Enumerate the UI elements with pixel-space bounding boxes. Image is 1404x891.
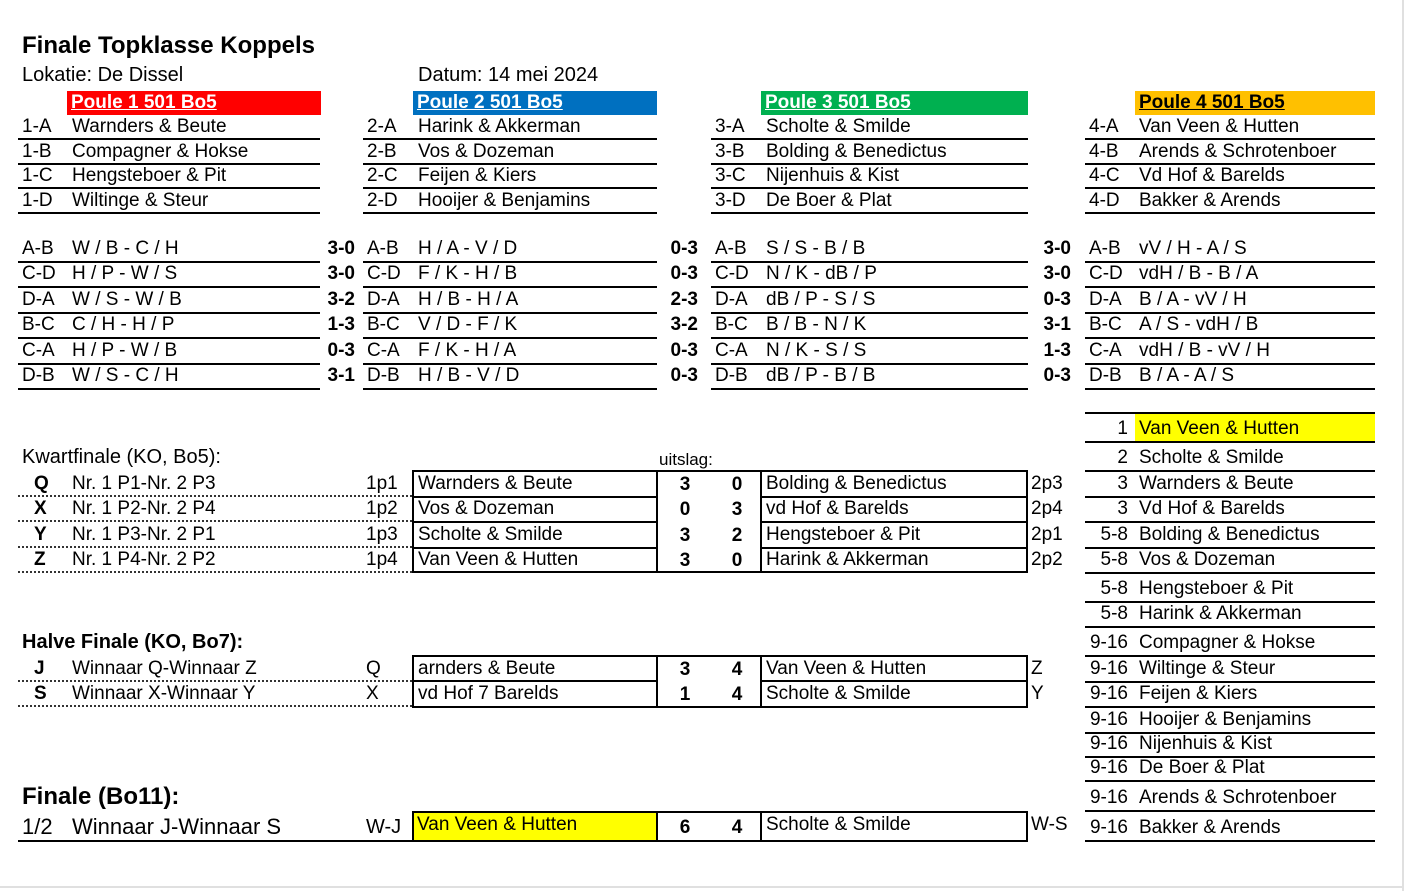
team-code: 1-A — [22, 116, 52, 137]
rank-position: 3 — [1117, 498, 1128, 519]
box-divider — [412, 521, 658, 523]
row-divider — [1085, 286, 1375, 288]
seed-right: Z — [1031, 658, 1043, 679]
team-name: Bolding & Benedictus — [766, 141, 947, 162]
row-divider — [1085, 626, 1375, 628]
match-score: 3-2 — [670, 314, 698, 335]
team-left: Warnders & Beute — [418, 473, 573, 494]
team-name: Feijen & Kiers — [418, 165, 537, 186]
rank-position: 9-16 — [1089, 709, 1128, 730]
team-code: 1-D — [22, 190, 53, 211]
final-description: Winnaar J-Winnaar S — [72, 814, 282, 839]
match-pair: C-D — [367, 263, 401, 284]
result-label: uitslag: — [659, 450, 713, 469]
page-title: Finale Topklasse Koppels — [22, 32, 315, 59]
rank-name: Wiltinge & Steur — [1139, 658, 1276, 679]
team-box-left — [412, 811, 658, 842]
match-score: 3-2 — [327, 289, 355, 310]
team-code: 3-D — [715, 190, 746, 211]
box-divider — [760, 680, 1028, 682]
team-right: vd Hof & Barelds — [766, 498, 909, 519]
score-right: 0 — [731, 474, 743, 495]
match-players: H / B - H / A — [418, 289, 519, 310]
row-divider — [1085, 780, 1375, 782]
score-left: 1 — [679, 684, 691, 705]
row-divider — [1085, 337, 1375, 339]
row-divider — [363, 212, 657, 214]
rank-position: 5-8 — [1100, 549, 1128, 570]
match-description: Nr. 1 P4-Nr. 2 P2 — [72, 549, 216, 570]
team-name: Van Veen & Hutten — [1139, 116, 1300, 137]
score-box — [656, 655, 762, 708]
row-divider — [18, 388, 320, 390]
rank-name: Vos & Dozeman — [1139, 549, 1276, 570]
team-name: Hengsteboer & Pit — [72, 165, 227, 186]
match-pair: D-B — [1089, 365, 1122, 386]
match-pair: D-A — [367, 289, 400, 310]
seed-left: W-J — [366, 816, 402, 838]
match-pair: B-C — [367, 314, 400, 335]
final-score-right: 4 — [731, 817, 743, 838]
quarterfinal-title: Kwartfinale (KO, Bo5): — [22, 446, 221, 468]
match-players: vV / H - A / S — [1139, 238, 1247, 259]
match-score: 0-3 — [670, 365, 698, 386]
match-description: Nr. 1 P1-Nr. 2 P3 — [72, 473, 216, 494]
score-right: 2 — [731, 525, 743, 546]
team-right: Harink & Akkerman — [766, 549, 929, 570]
match-code: Q — [34, 473, 49, 494]
row-divider — [1085, 810, 1375, 812]
rank-name: Hengsteboer & Pit — [1139, 578, 1294, 599]
team-name: De Boer & Plat — [766, 190, 892, 211]
team-code: 3-C — [715, 165, 746, 186]
team-left: vd Hof 7 Barelds — [418, 683, 559, 704]
match-score: 3-0 — [327, 263, 355, 284]
rank-name: Feijen & Kiers — [1139, 683, 1258, 704]
team-name: Nijenhuis & Kist — [766, 165, 900, 186]
score-box — [656, 811, 762, 842]
match-players: dB / P - B / B — [766, 365, 876, 386]
rank-position: 9-16 — [1089, 658, 1128, 679]
match-players: B / A - vV / H — [1139, 289, 1247, 310]
match-pair: A-B — [22, 238, 54, 259]
match-score: 1-3 — [1043, 340, 1071, 361]
team-code: 3-B — [715, 141, 745, 162]
date-label: Datum: 14 mei 2024 — [418, 64, 599, 86]
box-divider — [412, 680, 658, 682]
row-divider — [18, 187, 320, 189]
rank-name: Compagner & Hokse — [1139, 632, 1316, 653]
row-divider — [1085, 840, 1375, 842]
sheet-edge — [0, 886, 1404, 888]
row-divider — [711, 187, 1028, 189]
row-divider — [1085, 441, 1375, 443]
match-pair: D-B — [715, 365, 748, 386]
match-code: Y — [34, 524, 47, 545]
team-right: Bolding & Benedictus — [766, 473, 947, 494]
team-name: Bakker & Arends — [1139, 190, 1281, 211]
rank-position: 9-16 — [1089, 683, 1128, 704]
team-name: Harink & Akkerman — [418, 116, 581, 137]
match-pair: B-C — [715, 314, 748, 335]
rank-name: Arends & Schrotenboer — [1139, 787, 1337, 808]
score-left: 3 — [679, 474, 691, 495]
match-players: A / S - vdH / B — [1139, 314, 1259, 335]
rank-name: Scholte & Smilde — [1139, 447, 1284, 468]
row-divider — [711, 312, 1028, 314]
rank-name: Hooijer & Benjamins — [1139, 709, 1312, 730]
match-score: 3-0 — [327, 238, 355, 259]
team-left: Vos & Dozeman — [418, 498, 555, 519]
row-divider — [363, 337, 657, 339]
score-left: 0 — [679, 499, 691, 520]
rank-position: 2 — [1117, 447, 1128, 468]
team-name: Wiltinge & Steur — [72, 190, 209, 211]
match-description: Winnaar X-Winnaar Y — [72, 683, 256, 704]
row-divider — [1085, 388, 1375, 390]
dotted-divider — [18, 571, 412, 573]
match-pair: C-A — [715, 340, 748, 361]
seed-left: 1p3 — [366, 524, 398, 545]
match-players: vdH / B - vV / H — [1139, 340, 1270, 361]
score-right: 4 — [731, 659, 743, 680]
row-divider — [1085, 212, 1375, 214]
match-players: dB / P - S / S — [766, 289, 876, 310]
match-players: B / A - A / S — [1139, 365, 1235, 386]
match-players: S / S - B / B — [766, 238, 866, 259]
match-players: F / K - H / A — [418, 340, 517, 361]
score-right: 3 — [731, 499, 743, 520]
match-pair: C-A — [367, 340, 400, 361]
row-divider — [363, 187, 657, 189]
row-divider — [363, 388, 657, 390]
team-right: Scholte & Smilde — [766, 683, 911, 704]
match-players: W / B - C / H — [72, 238, 179, 259]
row-divider — [18, 212, 320, 214]
match-pair: D-B — [367, 365, 400, 386]
rank-position: 3 — [1117, 473, 1128, 494]
row-divider — [363, 286, 657, 288]
row-divider — [1085, 521, 1375, 523]
match-players: vdH / B - B / A — [1139, 263, 1259, 284]
match-players: W / S - C / H — [72, 365, 179, 386]
score-right: 4 — [731, 684, 743, 705]
match-players: B / B - N / K — [766, 314, 867, 335]
final-code: 1/2 — [22, 814, 53, 839]
box-divider — [760, 496, 1028, 498]
match-score: 2-3 — [670, 289, 698, 310]
team-code: 3-A — [715, 116, 745, 137]
match-players: N / K - S / S — [766, 340, 867, 361]
team-name: Compagner & Hokse — [72, 141, 249, 162]
match-description: Nr. 1 P3-Nr. 2 P1 — [72, 524, 216, 545]
match-code: J — [34, 658, 45, 679]
seed-left: 1p4 — [366, 549, 398, 570]
match-players: V / D - F / K — [418, 314, 518, 335]
row-divider — [1085, 412, 1375, 414]
team-code: 2-A — [367, 116, 397, 137]
match-players: H / A - V / D — [418, 238, 518, 259]
match-players: N / K - dB / P — [766, 263, 877, 284]
match-pair: C-D — [715, 263, 749, 284]
box-divider — [760, 547, 1028, 549]
team-left: Van Veen & Hutten — [418, 549, 579, 570]
row-divider — [711, 337, 1028, 339]
poule-header: Poule 2 501 Bo5 — [413, 91, 657, 115]
match-players: C / H - H / P — [72, 314, 175, 335]
seed-left: X — [366, 683, 379, 704]
match-score: 3-1 — [327, 365, 355, 386]
box-divider — [760, 521, 1028, 523]
team-name: Warnders & Beute — [72, 116, 227, 137]
dotted-divider — [18, 705, 412, 707]
team-code: 2-B — [367, 141, 397, 162]
team-name: Vos & Dozeman — [418, 141, 555, 162]
poule-header: Poule 3 501 Bo5 — [761, 91, 1028, 115]
match-description: Winnaar Q-Winnaar Z — [72, 658, 257, 679]
team-name: Vd Hof & Barelds — [1139, 165, 1285, 186]
team-code: 4-B — [1089, 141, 1119, 162]
rank-name: De Boer & Plat — [1139, 757, 1265, 778]
seed-right: 2p2 — [1031, 549, 1063, 570]
match-pair: A-B — [367, 238, 399, 259]
team-code: 1-B — [22, 141, 52, 162]
match-pair: C-A — [22, 340, 55, 361]
match-score: 0-3 — [670, 263, 698, 284]
team-code: 1-C — [22, 165, 53, 186]
match-code: Z — [34, 549, 46, 570]
seed-right: W-S — [1031, 814, 1068, 835]
team-name: Arends & Schrotenboer — [1139, 141, 1337, 162]
rank-position: 9-16 — [1089, 757, 1128, 778]
final-title: Finale (Bo11): — [22, 783, 180, 810]
rank-position: 9-16 — [1089, 733, 1128, 754]
dotted-divider — [18, 520, 412, 522]
match-pair: C-A — [1089, 340, 1122, 361]
row-divider — [1085, 187, 1375, 189]
poule-header: Poule 4 501 Bo5 — [1135, 91, 1375, 115]
rank-name: Warnders & Beute — [1139, 473, 1294, 494]
dotted-divider — [18, 680, 412, 682]
rank-name: Bolding & Benedictus — [1139, 524, 1320, 545]
row-divider — [18, 286, 320, 288]
score-left: 3 — [679, 525, 691, 546]
row-divider — [18, 138, 320, 140]
semifinal-title: Halve Finale (KO, Bo7): — [22, 631, 244, 653]
match-code: S — [34, 683, 47, 704]
seed-left: 1p2 — [366, 498, 398, 519]
rank-position: 9-16 — [1089, 632, 1128, 653]
score-right: 0 — [731, 550, 743, 571]
rank-name: Harink & Akkerman — [1139, 603, 1302, 624]
match-score: 0-3 — [327, 340, 355, 361]
rank-name: Nijenhuis & Kist — [1139, 733, 1273, 754]
team-left: Scholte & Smilde — [418, 524, 563, 545]
rank-position: 5-8 — [1100, 603, 1128, 624]
match-score: 0-3 — [1043, 365, 1071, 386]
rank-name: Vd Hof & Barelds — [1139, 498, 1285, 519]
row-divider — [711, 388, 1028, 390]
match-score: 1-3 — [327, 314, 355, 335]
match-code: X — [34, 498, 47, 519]
team-code: 2-D — [367, 190, 398, 211]
rank-position: 9-16 — [1089, 817, 1128, 838]
match-score: 3-1 — [1043, 314, 1071, 335]
final-score-left: 6 — [679, 817, 691, 838]
row-divider — [711, 138, 1028, 140]
match-pair: D-A — [1089, 289, 1122, 310]
match-score: 3-0 — [1043, 263, 1071, 284]
team-code: 4-A — [1089, 116, 1119, 137]
row-divider — [1085, 470, 1375, 472]
score-box — [656, 470, 762, 573]
match-score: 0-3 — [1043, 289, 1071, 310]
match-pair: B-C — [1089, 314, 1122, 335]
row-divider — [363, 138, 657, 140]
match-players: H / P - W / B — [72, 340, 178, 361]
seed-right: 2p1 — [1031, 524, 1063, 545]
row-divider — [711, 286, 1028, 288]
rank-position: 5-8 — [1100, 578, 1128, 599]
team-right: Van Veen & Hutten — [766, 658, 927, 679]
row-divider — [18, 337, 320, 339]
match-players: F / K - H / B — [418, 263, 518, 284]
rank-position: 5-8 — [1100, 524, 1128, 545]
dotted-divider — [18, 495, 412, 497]
match-players: H / B - V / D — [418, 365, 520, 386]
box-divider — [412, 496, 658, 498]
location-label: Lokatie: De Dissel — [22, 64, 184, 86]
dotted-divider — [18, 546, 412, 548]
match-players: H / P - W / S — [72, 263, 178, 284]
seed-right: 2p3 — [1031, 473, 1063, 494]
row-divider — [711, 212, 1028, 214]
match-score: 0-3 — [670, 238, 698, 259]
match-pair: D-B — [22, 365, 55, 386]
match-pair: C-D — [1089, 263, 1123, 284]
row-divider — [1085, 655, 1375, 657]
match-pair: A-B — [1089, 238, 1121, 259]
seed-right: Y — [1031, 683, 1044, 704]
row-divider — [1085, 138, 1375, 140]
team-right: Hengsteboer & Pit — [766, 524, 921, 545]
rank-position: 1 — [1117, 418, 1128, 439]
match-pair: C-D — [22, 263, 56, 284]
match-pair: A-B — [715, 238, 747, 259]
team-code: 4-D — [1089, 190, 1120, 211]
poule-header: Poule 1 501 Bo5 — [67, 91, 321, 115]
match-score: 3-0 — [1043, 238, 1071, 259]
match-description: Nr. 1 P2-Nr. 2 P4 — [72, 498, 216, 519]
match-score: 0-3 — [670, 340, 698, 361]
seed-left: 1p1 — [366, 473, 398, 494]
rank-name: Bakker & Arends — [1139, 817, 1281, 838]
match-pair: D-A — [22, 289, 55, 310]
score-left: 3 — [679, 550, 691, 571]
match-players: W / S - W / B — [72, 289, 182, 310]
team-left: arnders & Beute — [418, 658, 556, 679]
match-pair: B-C — [22, 314, 55, 335]
final-team-right: Scholte & Smilde — [766, 814, 911, 835]
team-code: 4-C — [1089, 165, 1120, 186]
seed-right: 2p4 — [1031, 498, 1063, 519]
match-pair: D-A — [715, 289, 748, 310]
row-divider — [1085, 572, 1375, 574]
team-name: Hooijer & Benjamins — [418, 190, 591, 211]
row-divider — [1085, 706, 1375, 708]
team-code: 2-C — [367, 165, 398, 186]
rank-position: 9-16 — [1089, 787, 1128, 808]
row-divider — [18, 840, 412, 842]
rank-name: Van Veen & Hutten — [1139, 418, 1300, 439]
score-left: 3 — [679, 659, 691, 680]
final-team-left: Van Veen & Hutten — [417, 814, 578, 835]
team-name: Scholte & Smilde — [766, 116, 911, 137]
seed-left: Q — [366, 658, 381, 679]
box-divider — [412, 547, 658, 549]
team-box-right — [760, 811, 1028, 842]
